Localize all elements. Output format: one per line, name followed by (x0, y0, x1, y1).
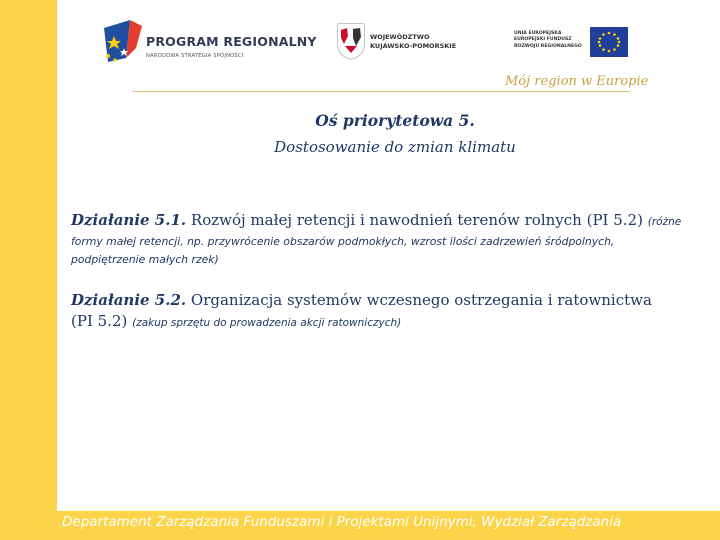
eu-fund-logo (514, 27, 629, 63)
header-divider (132, 91, 630, 92)
action-5-2-title-line1: Organizacja systemów wczesnego ostrzegania i ratownictwa (190, 291, 652, 309)
action-5-2-title-line2: (PI 5.2) (71, 312, 128, 330)
program-logo-subtitle: NARODOWA STRATEGIA SPÓJNOŚCI (146, 53, 244, 59)
action-5-1-note-start: (różne (647, 216, 682, 228)
priority-axis-subtitle: Dostosowanie do zmian klimatu (274, 138, 516, 156)
left-accent-strip (0, 0, 57, 540)
region-logo-line1: WOJEWÓDZTWO (370, 33, 430, 41)
region-logo-text (370, 33, 456, 51)
eu-logo-text (514, 31, 582, 50)
action-5-1-note-line3: podpiętrzenie małych rzek) (71, 253, 219, 266)
action-5-1-note-line2: formy małej retencji, np. przywrócenie obszarów podmokłych, wzrost ilości zadrzewień śródpolnych, (71, 235, 615, 248)
action-5-2-label: Działanie 5.2. (71, 291, 187, 309)
action-5-1-heading (71, 210, 716, 233)
region-logo (336, 22, 476, 66)
action-5-1 (71, 210, 716, 269)
eu-star-flag-icon (100, 18, 144, 68)
action-5-2-heading-line2 (71, 311, 716, 334)
region-logo-line2: KUJAWSKO-POMORSKIE (370, 42, 457, 50)
priority-axis-title: Oś priorytetowa 5. (315, 111, 475, 130)
action-5-1-label: Działanie 5.1. (71, 211, 187, 229)
action-5-2-heading (71, 290, 716, 311)
eu-logo-line3: ROZWOJU REGIONALNEGO (514, 43, 582, 49)
footer-department-text: Departament Zarządzania Funduszami i Projektami Unijnymi, Wydział Zarządzania (62, 514, 622, 530)
eu-logo-line2: EUROPEJSKI FUNDUSZ (514, 37, 572, 43)
action-5-2 (71, 290, 716, 334)
coat-of-arms-icon (336, 22, 366, 60)
action-5-2-note: (zakup sprzętu do prowadzenia akcji ratowniczych) (132, 317, 402, 329)
eu-flag-icon (590, 27, 628, 57)
program-regionalny-logo (100, 18, 317, 70)
program-logo-title: PROGRAM REGIONALNY (146, 34, 317, 49)
eu-logo-line1: UNIA EUROPEJSKA (514, 31, 562, 36)
slogan-mark: Mój region w Europie (505, 74, 649, 89)
action-5-1-title: Rozwój małej retencji i nawodnień terenów rolnych (PI 5.2) (190, 211, 643, 229)
